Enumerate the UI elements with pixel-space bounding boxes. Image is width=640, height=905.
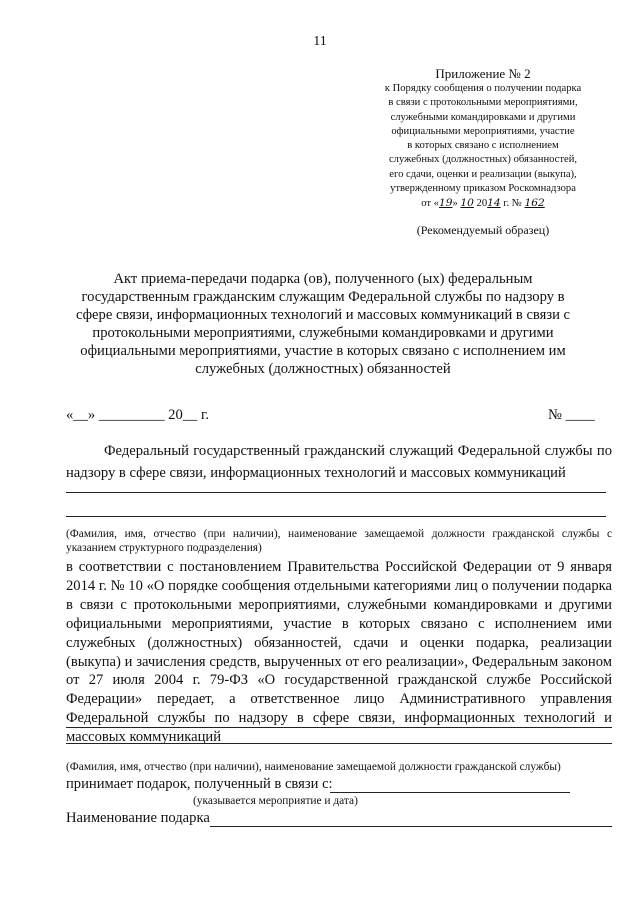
note-employee: (Фамилия, имя, отчество (при наличии), наименование замещаемой должности гражданской службы с указанием структурного подразделения) bbox=[66, 528, 612, 554]
fill-line-employee-1 bbox=[66, 492, 606, 493]
note-official: (Фамилия, имя, отчество (при наличии), наименование замещаемой должности гражданской службы) bbox=[66, 761, 561, 773]
order-month-handwritten: 10 bbox=[460, 197, 474, 210]
order-num-prefix: г. № bbox=[500, 198, 525, 210]
order-year-handwritten: 14 bbox=[487, 197, 501, 210]
accepts-label: принимает подарок, полученный в связи с: bbox=[66, 776, 333, 792]
order-date-line bbox=[358, 196, 608, 211]
gift-name-label: Наименование подарка bbox=[66, 810, 210, 826]
appendix-header bbox=[358, 66, 608, 212]
act-date-field: «__» _________ 20__ г. bbox=[66, 407, 209, 423]
appendix-line: утвержденному приказом Роскомнадзора bbox=[390, 183, 576, 195]
fill-line-employee-2 bbox=[66, 516, 606, 517]
order-prefix: от « bbox=[421, 198, 439, 210]
recommended-sample-label: (Рекомендуемый образец) bbox=[416, 223, 550, 237]
appendix-line: его сдачи, оценки и реализации (выкупа), bbox=[389, 168, 577, 180]
act-number-field: № ____ bbox=[548, 407, 595, 423]
appendix-line: служебными командировками и другими bbox=[390, 111, 576, 123]
page-number: 11 bbox=[313, 34, 327, 49]
appendix-line: к Порядку сообщения о получении подарка bbox=[384, 83, 582, 94]
fill-line-official-2 bbox=[66, 743, 612, 744]
body-intro: Федеральный государственный гражданский служащий Федеральной службы по надзору в сфере связи, информационных технологий и массовых коммуникаций bbox=[66, 443, 612, 481]
appendix-line: служебных (должностных) обязанностей, bbox=[388, 154, 578, 166]
appendix-title: Приложение № 2 bbox=[435, 66, 531, 81]
fill-line-official-1 bbox=[66, 727, 612, 728]
fill-line-gift-name bbox=[210, 826, 612, 827]
appendix-line: в которых связано с исполнением bbox=[407, 140, 559, 152]
order-day-handwritten: 19 bbox=[438, 197, 453, 210]
appendix-line: официальными мероприятиями, участие bbox=[391, 125, 575, 137]
document-title: Акт приема-передачи подарка (ов), полученного (ых) федеральным государственным гражданским служащим Федеральной службы по надзору в сфере связи, информационных технологий и массовых коммуникаций в связи с протокольными мероприятиями, служебными командировками и другими официальными мероприятиями, участие в которых связано с исполнением им служебных (должностных) обязанностей bbox=[75, 271, 571, 377]
note-event: (указывается мероприятие и дата) bbox=[193, 795, 358, 807]
fill-line-event bbox=[330, 792, 570, 793]
order-year-prefix: 20 bbox=[473, 198, 488, 210]
body-main: в соответствии с постановлением Правительства Российской Федерации от 9 января 2014 г. № 10 «О порядке сообщения отдельными категориями лиц о получении подарка в связи с протокольными мероприятиями, служебными командировками и другими официальными мероприятиями, участие в которых связано с исполнением ими служебных (должностных) обязанностей, сдачи и оценки подарка, реализации (выкупа) и зачисления средств, вырученных от его реализации», Федеральным законом от 27 июля 2004 г. 79-ФЗ «О государственной гражданской службе Российской Федерации» передает, а ответственное лицо Административного управления Федеральной службы по надзору в сфере связи, информационных технологий и массовых коммуникаций bbox=[66, 559, 612, 746]
order-mid: » bbox=[452, 198, 461, 210]
appendix-line: в связи с протокольными мероприятиями, bbox=[388, 97, 578, 109]
order-number-handwritten: 162 bbox=[524, 197, 545, 210]
